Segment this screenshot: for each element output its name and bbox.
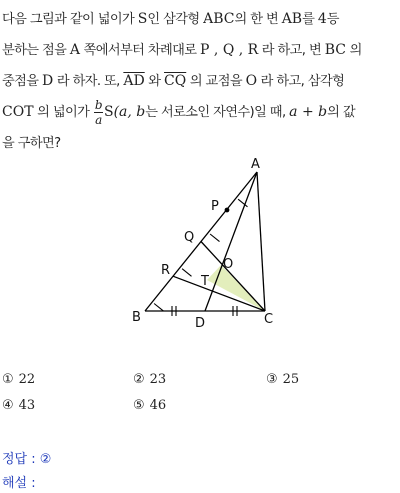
math-A: A — [69, 42, 81, 58]
choice-3[interactable] — [266, 372, 299, 387]
text: 라 하자. 또, — [53, 74, 124, 89]
text: 분하는 점을 — [2, 43, 70, 58]
choice-number: ① — [2, 372, 14, 387]
text: 는 서로소인 자연수)일 때, — [145, 105, 290, 120]
problem-line-4 — [2, 97, 398, 128]
math-pqr: P , Q , R — [200, 42, 259, 58]
answer-choices — [2, 372, 398, 424]
text: 라 하고, 삼각형 — [257, 74, 345, 89]
problem-line-5: 을 구하면? — [2, 136, 61, 151]
text: 라 하고, 변 — [258, 43, 325, 58]
problem-line-2 — [2, 35, 398, 66]
fraction-b-over-a — [94, 98, 103, 127]
math-side-bc: BC — [324, 42, 346, 58]
text: 의 한 변 — [234, 12, 282, 27]
text: 의 — [345, 43, 362, 58]
choice-1[interactable] — [2, 372, 35, 387]
label-d: D — [195, 316, 206, 330]
choice-number: ② — [133, 372, 145, 387]
label-p: P — [211, 199, 219, 214]
label-t: T — [201, 274, 209, 289]
answer-value: ② — [39, 452, 52, 467]
triangle-diagram — [120, 150, 290, 330]
text: 쪽에서부터 차례대로 — [80, 43, 201, 58]
choice-value: 43 — [18, 398, 36, 413]
math-triangle-cot: COT — [2, 104, 34, 120]
choice-value: 22 — [18, 372, 36, 387]
choice-number: ⑤ — [133, 398, 145, 413]
explanation-line — [2, 472, 36, 491]
explanation-label: 해설 : — [2, 476, 36, 491]
text: 의 넓이가 — [33, 105, 93, 120]
fraction-numerator: b — [94, 97, 102, 112]
triangle-figure — [120, 150, 290, 330]
choice-value: 46 — [149, 398, 167, 413]
math-segment-ad: $\overline{AD}$ — [123, 73, 145, 89]
point-p — [225, 208, 230, 213]
math-S: S — [137, 11, 148, 27]
choice-number: ③ — [266, 372, 278, 387]
text: 인 삼각형 — [147, 12, 204, 27]
label-c: C — [264, 312, 274, 327]
choice-number: ④ — [2, 398, 14, 413]
fraction-denominator: a — [95, 112, 102, 127]
choice-4[interactable] — [2, 398, 35, 413]
label-o: O — [223, 257, 234, 272]
label-a: A — [251, 157, 260, 172]
math-a-b: (a, b — [113, 104, 146, 120]
label-b: B — [132, 310, 141, 325]
text: 와 — [144, 74, 165, 89]
problem-text — [2, 4, 398, 159]
answer-line — [2, 448, 51, 467]
math-four: 4 — [317, 11, 327, 27]
text: 의 값 — [327, 105, 355, 120]
text: 등 — [326, 12, 339, 27]
math-O: O — [245, 73, 258, 89]
choice-2[interactable] — [133, 372, 166, 387]
text: 를 — [302, 12, 318, 27]
choice-row-1 — [2, 372, 398, 398]
label-q: Q — [184, 230, 195, 245]
text: 중점을 — [2, 74, 43, 89]
math-triangle-abc: ABC — [203, 11, 235, 27]
math-S: S — [103, 104, 114, 120]
math-D: D — [42, 73, 54, 89]
choice-value: 23 — [149, 372, 167, 387]
label-r: R — [161, 263, 171, 278]
problem-line-1 — [2, 4, 398, 35]
choice-row-2 — [2, 398, 398, 424]
math-segment-cq: $\overline{CQ}$ — [164, 73, 187, 89]
math-a-plus-b: a + b — [289, 104, 328, 120]
choice-5[interactable] — [133, 398, 166, 413]
text: 의 교점을 — [186, 74, 246, 89]
problem-line-3 — [2, 66, 398, 97]
side-ac — [257, 172, 265, 311]
shaded-triangle-cot — [207, 265, 265, 311]
math-side-ab: AB — [281, 11, 303, 27]
text: 다음 그림과 같이 넓이가 — [2, 12, 138, 27]
choice-value: 25 — [282, 372, 300, 387]
answer-label: 정답 : — [2, 452, 40, 467]
